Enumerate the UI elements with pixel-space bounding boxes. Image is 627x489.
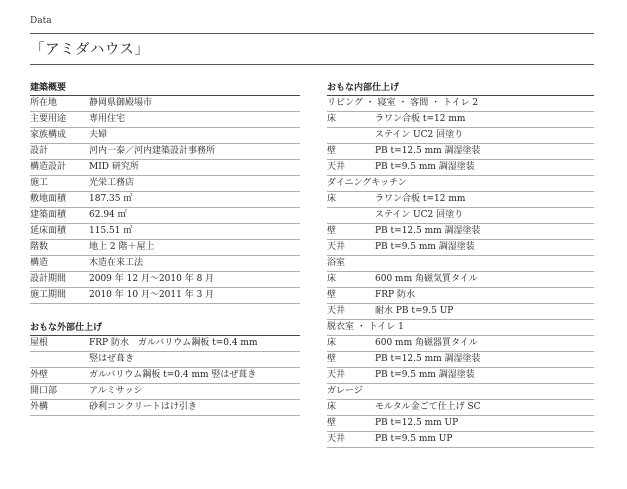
row-label: 壁: [327, 354, 337, 364]
row-label: 床: [327, 194, 337, 204]
room-subheading: [327, 256, 594, 272]
row-value: PB t=12.5 mm 調湿塗装: [375, 354, 481, 364]
right-column: [327, 80, 594, 448]
row-label: 建築面積: [30, 210, 67, 220]
row-label: 屋根: [30, 338, 49, 348]
row-label: 施工期間: [30, 290, 67, 300]
table-row: [327, 288, 594, 304]
table-row: [30, 272, 300, 288]
row-label: 床: [327, 338, 337, 348]
row-label: 天井: [327, 242, 346, 252]
row-label: 天井: [327, 434, 346, 444]
row-value: PB t=12.5 mm 調湿塗装: [375, 146, 481, 156]
row-label: [30, 352, 89, 367]
row-label: [327, 128, 375, 143]
row-value: 光栄工務店: [89, 178, 135, 188]
room-name: 脱衣室 ・ トイレ 1: [327, 322, 404, 332]
row-label: 構造設計: [30, 162, 67, 172]
overview-table: [30, 96, 300, 304]
row-label: 構造: [30, 258, 49, 268]
row-value: 竪はぜ葺き: [89, 354, 135, 364]
row-value: アルミサッシ: [89, 386, 143, 396]
exterior-heading: おもな外部仕上げ: [30, 320, 300, 336]
table-row: [327, 112, 594, 128]
row-value: PB t=9.5 mm UP: [375, 434, 453, 444]
table-row: [327, 400, 594, 416]
row-label: 外壁: [30, 370, 49, 380]
table-row: [30, 336, 300, 352]
table-row: [327, 272, 594, 288]
table-row: [30, 112, 300, 128]
table-row: [30, 240, 300, 256]
row-value: 静岡県御殿場市: [89, 98, 153, 108]
table-row: [30, 160, 300, 176]
table-row: [30, 352, 300, 368]
row-label: 外構: [30, 402, 49, 412]
row-value: 115.51 ㎡: [89, 226, 133, 236]
row-value: FRP 防水 ガルバリウム鋼板 t=0.4 mm: [89, 338, 258, 348]
row-label: 主要用途: [30, 114, 67, 124]
row-label: 天井: [327, 370, 346, 380]
table-row: [30, 144, 300, 160]
row-label: 壁: [327, 146, 337, 156]
table-row: [327, 192, 594, 208]
room-name: ガレージ: [327, 386, 363, 396]
row-value: PB t=12.5 mm 調湿塗装: [375, 226, 481, 236]
table-row: [327, 144, 594, 160]
room-subheading: [327, 176, 594, 192]
row-label: 壁: [327, 226, 337, 236]
top-rule: [30, 33, 594, 34]
row-value: 600 mm 角磁器質タイル: [375, 338, 478, 348]
row-value: PB t=12.5 mm UP: [375, 418, 459, 428]
table-row: [327, 352, 594, 368]
table-row: [327, 240, 594, 256]
row-label: 天井: [327, 162, 346, 172]
table-row: [30, 384, 300, 400]
row-label: 設計期間: [30, 274, 67, 284]
table-row: [327, 128, 594, 144]
table-row: [30, 400, 300, 416]
row-label: 壁: [327, 290, 337, 300]
row-value: PB t=9.5 mm 調湿塗装: [375, 242, 475, 252]
table-row: [30, 256, 300, 272]
row-value: 2009 年 12 月〜2010 年 8 月: [89, 274, 215, 284]
row-value: FRP 防水: [375, 290, 415, 300]
row-label: 壁: [327, 418, 337, 428]
room-subheading: [327, 384, 594, 400]
row-value: 地上 2 階＋屋上: [89, 242, 155, 252]
overview-heading: 建築概要: [30, 80, 300, 96]
row-value: 木造在来工法: [89, 258, 144, 268]
row-label: 敷地面積: [30, 194, 67, 204]
room-name: リビング ・ 寝室 ・ 客間 ・ トイレ 2: [327, 98, 479, 108]
interior-heading: おもな内部仕上げ: [327, 80, 594, 96]
table-row: [30, 192, 300, 208]
row-value: PB t=9.5 mm 調湿塗装: [375, 162, 475, 172]
row-value: 62.94 ㎡: [89, 210, 127, 220]
row-value: 耐水 PB t=9.5 UP: [375, 306, 454, 316]
row-label: 開口部: [30, 386, 58, 396]
interior-table: [327, 96, 594, 448]
row-value: ステイン UC2 回塗り: [375, 210, 464, 220]
table-row: [327, 368, 594, 384]
table-row: [327, 416, 594, 432]
table-row: [30, 128, 300, 144]
table-row: [327, 224, 594, 240]
table-row: [30, 208, 300, 224]
section-label: Data: [30, 16, 52, 26]
left-column: [30, 80, 300, 416]
table-row: [30, 368, 300, 384]
row-label: 家族構成: [30, 130, 67, 140]
page-title: 「アミダハウス」: [30, 42, 150, 58]
room-subheading: [327, 320, 594, 336]
row-value: 夫婦: [89, 130, 108, 140]
row-label: 所在地: [30, 98, 58, 108]
row-value: ラワン合板 t=12 mm: [375, 114, 466, 124]
table-row: [327, 160, 594, 176]
table-row: [30, 288, 300, 304]
row-label: 延床面積: [30, 226, 67, 236]
table-row: [327, 432, 594, 448]
row-value: ガルバリウム鋼板 t=0.4 mm 竪はぜ葺き: [89, 370, 257, 380]
table-row: [30, 96, 300, 112]
row-value: 2010 年 10 月〜2011 年 3 月: [89, 290, 215, 300]
row-value: 専用住宅: [89, 114, 126, 124]
table-row: [30, 176, 300, 192]
row-value: MID 研究所: [89, 162, 139, 172]
room-subheading: [327, 96, 594, 112]
row-value: PB t=9.5 mm 調湿塗装: [375, 370, 475, 380]
row-value: ステイン UC2 回塗り: [375, 130, 464, 140]
row-value: ラワン合板 t=12 mm: [375, 194, 466, 204]
table-row: [30, 224, 300, 240]
row-value: 砂利コンクリートはけ引き: [89, 402, 197, 412]
row-value: 187.35 ㎡: [89, 194, 133, 204]
table-row: [327, 304, 594, 320]
row-value: 河内一泰／河内建築設計事務所: [89, 146, 216, 156]
room-name: 浴室: [327, 258, 346, 268]
row-label: 階数: [30, 242, 49, 252]
row-label: [327, 208, 375, 223]
row-label: 床: [327, 402, 337, 412]
row-value: モルタル金ごて仕上げ SC: [375, 402, 481, 412]
room-name: ダイニングキッチン: [327, 178, 407, 188]
title-rule: [30, 64, 594, 65]
table-row: [327, 336, 594, 352]
exterior-table: [30, 336, 300, 416]
row-label: 施工: [30, 178, 49, 188]
row-label: 設計: [30, 146, 49, 156]
row-label: 床: [327, 274, 337, 284]
spacer: [30, 304, 300, 320]
row-value: 600 mm 角磁気質タイル: [375, 274, 478, 284]
row-label: 床: [327, 114, 337, 124]
row-label: 天井: [327, 306, 346, 316]
table-row: [327, 208, 594, 224]
